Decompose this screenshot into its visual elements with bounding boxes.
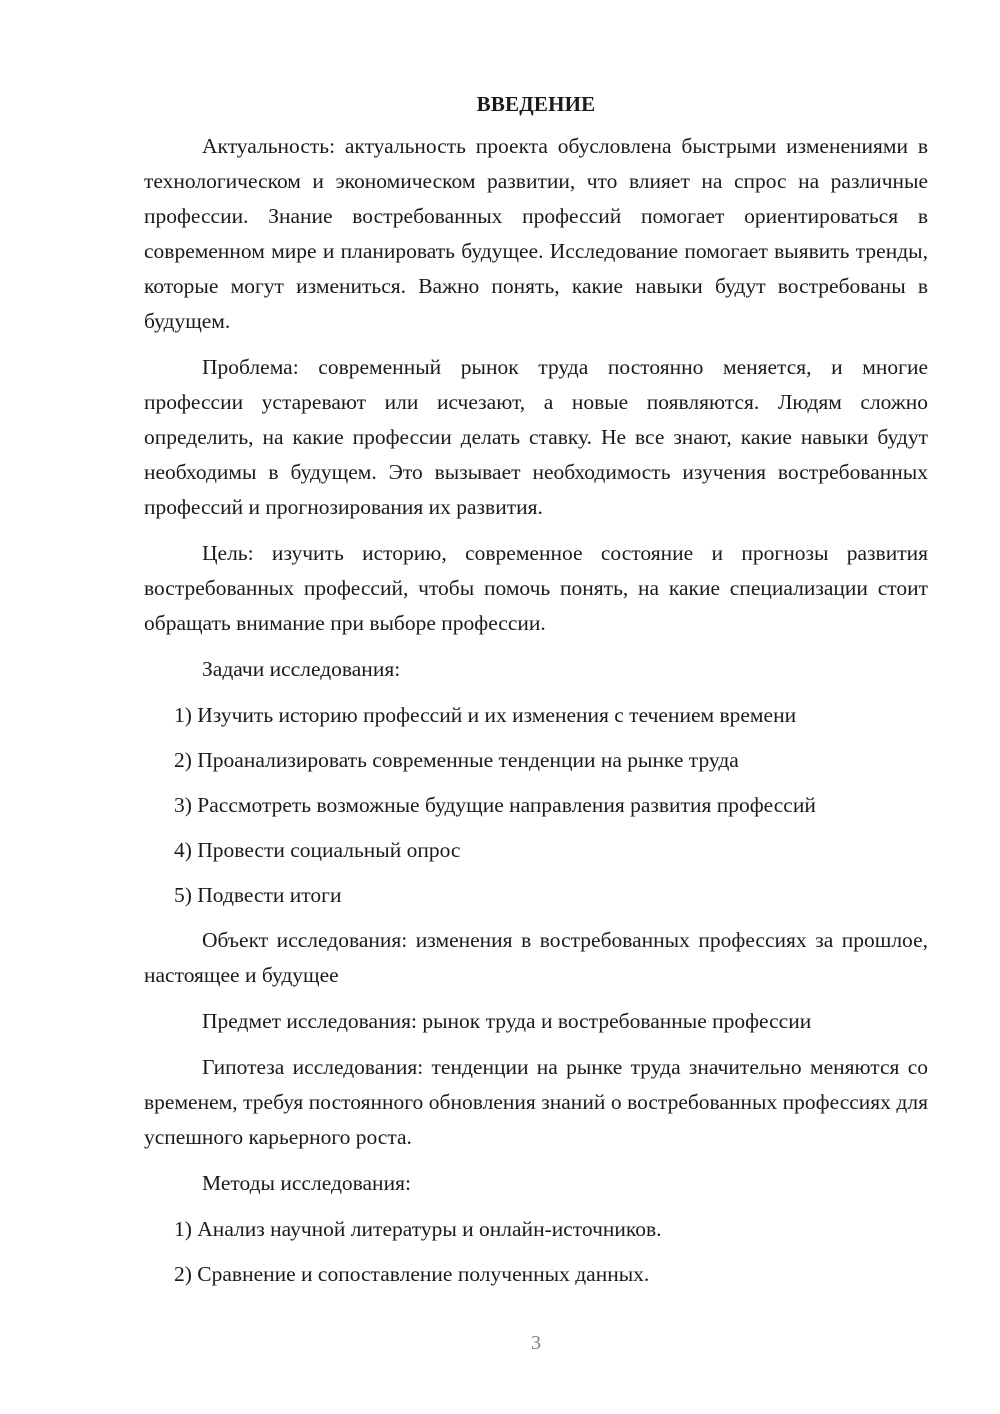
object-paragraph: Объект исследования: изменения в востребованных профессиях за прошлое, настоящее и будущее [144,928,928,987]
list-item: 2) Проанализировать современные тенденции на рынке труда [174,748,739,772]
document-page [144,92,928,1302]
list-item: 1) Анализ научной литературы и онлайн-источников. [174,1217,662,1241]
subject-paragraph: Предмет исследования: рынок труда и востребованные профессии [202,1009,812,1033]
list-item: 4) Провести социальный опрос [174,838,461,862]
goal-paragraph: Цель: изучить историю, современное состояние и прогнозы развития востребованных профессий, чтобы помочь понять, на какие специализации стоит обращать внимание при выборе профессии. [144,541,928,635]
list-item: 1) Изучить историю профессий и их изменения с течением времени [174,703,797,727]
methods-heading: Методы исследования: [202,1171,411,1195]
page-number: 3 [531,1332,541,1354]
problem-paragraph: Проблема: современный рынок труда постоянно меняется, и многие профессии устаревают или исчезают, а новые появляются. Людям сложно определить, на какие профессии делать ставку. Не все знают, какие навыки будут необходимы в будущем. Это вызывает необходимость изучения востребованных профессий и прогнозирования их развития. [144,355,928,519]
methods-list [144,1212,928,1292]
list-item: 5) Подвести итоги [174,883,342,907]
relevance-paragraph: Актуальность: актуальность проекта обусловлена быстрыми изменениями в технологическом и экономическом развитии, что влияет на спрос на различные профессии. Знание востребованных профессий помогает ориентироваться в современном мире и планировать будущее. Исследование помогает выявить тренды, которые могут измениться. Важно понять, какие навыки будут востребованы в будущем. [144,134,928,333]
hypothesis-paragraph: Гипотеза исследования: тенденции на рынке труда значительно меняются со временем, требуя постоянного обновления знаний о востребованных профессиях для успешного карьерного роста. [144,1055,928,1149]
tasks-heading: Задачи исследования: [202,657,401,681]
list-item: 3) Рассмотреть возможные будущие направления развития профессий [174,793,816,817]
section-title: ВВЕДЕНИЕ [476,92,596,116]
list-item: 2) Сравнение и сопоставление полученных данных. [174,1262,650,1286]
tasks-list [144,698,928,913]
